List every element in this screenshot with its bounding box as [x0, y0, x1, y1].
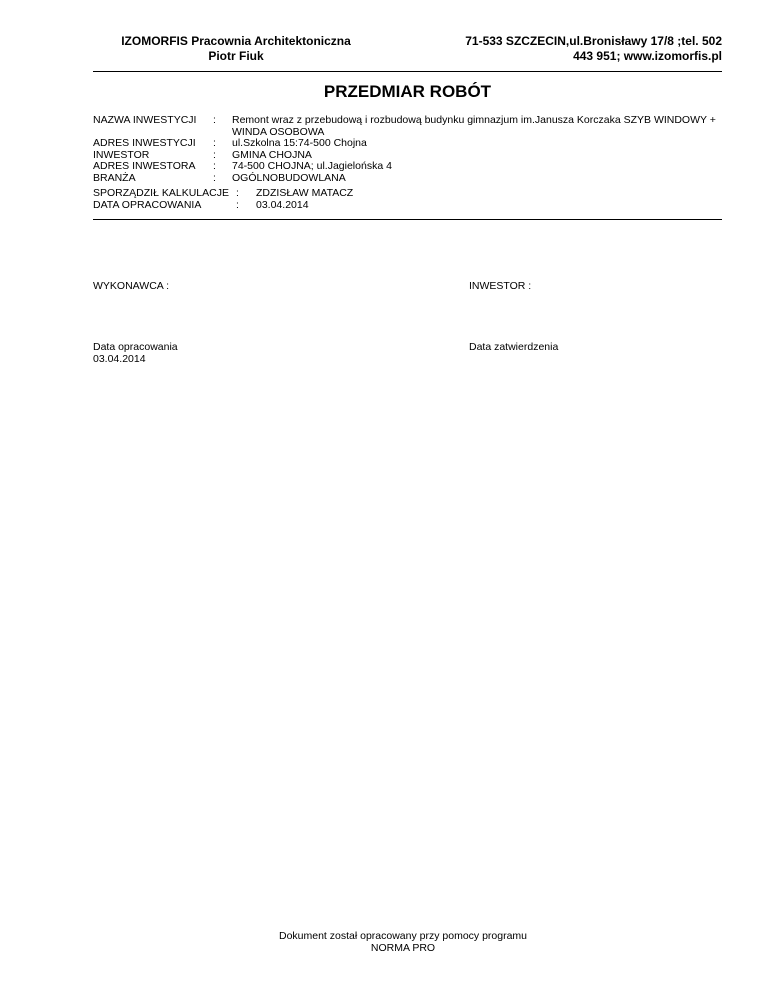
investment-name-label: NAZWA INWESTYCJI: [93, 114, 197, 126]
branch-value: OGÓLNOBUDOWLANA: [232, 171, 346, 184]
investor-label: INWESTOR: [93, 148, 150, 161]
colon: :: [236, 198, 239, 211]
investment-details: [93, 115, 722, 185]
colon: :: [236, 187, 239, 199]
investor-address-value: 74-500 CHOJNA; ul.Jagielońska 4: [232, 160, 392, 172]
company-name: IZOMORFIS Pracownia Architektoniczna: [121, 34, 351, 48]
contact-line-1: 71-533 SZCZECIN,ul.Bronisławy 17/8 ;tel. 502: [465, 34, 722, 48]
contractor-label: WYKONAWCA :: [93, 280, 170, 292]
prepared-by-value: ZDZISŁAW MATACZ: [256, 187, 354, 199]
prepared-by-label: SPORZĄDZIŁ KALKULACJE: [93, 187, 229, 199]
footer-note: [243, 931, 563, 954]
investment-name-value: Remont wraz z przebudową i rozbudową budynku gimnazjum im.Janusza Korczaka SZYB WINDOWY +: [232, 114, 716, 126]
company-contact: [418, 34, 722, 64]
prepared-date-value: 03.04.2014: [93, 352, 146, 365]
document-title: PRZEDMIAR ROBÓT: [323, 82, 492, 101]
colon: :: [213, 114, 216, 126]
header-divider: [93, 71, 722, 72]
branch-label: BRANŻA: [93, 171, 136, 184]
details-divider: [93, 219, 722, 220]
company-owner: Piotr Fiuk: [208, 49, 264, 63]
preparation-details: [93, 188, 722, 212]
investment-address-value: ul.Szkolna 15:74-500 Chojna: [232, 137, 367, 149]
investor-signature-label: INWESTOR :: [469, 280, 532, 292]
investor-value: GMINA CHOJNA: [232, 148, 312, 161]
preparation-date-label: DATA OPRACOWANIA: [93, 198, 202, 211]
company-header: [95, 34, 377, 64]
prepared-date-label: Data opracowania: [93, 341, 178, 353]
colon: :: [213, 160, 216, 172]
footer-line-1: Dokument został opracowany przy pomocy programu: [278, 930, 528, 942]
colon: :: [213, 137, 216, 149]
investment-address-label: ADRES INWESTYCJI: [93, 137, 196, 149]
investment-name-value-cont: WINDA OSOBOWA: [232, 125, 325, 138]
colon: :: [213, 148, 216, 161]
colon: :: [213, 171, 216, 184]
footer-program-name: NORMA PRO: [370, 941, 436, 954]
approval-date-label: Data zatwierdzenia: [469, 341, 559, 353]
investor-address-label: ADRES INWESTORA: [93, 160, 196, 172]
preparation-date-value: 03.04.2014: [256, 198, 309, 211]
contact-line-2: 443 951; www.izomorfis.pl: [573, 49, 722, 63]
